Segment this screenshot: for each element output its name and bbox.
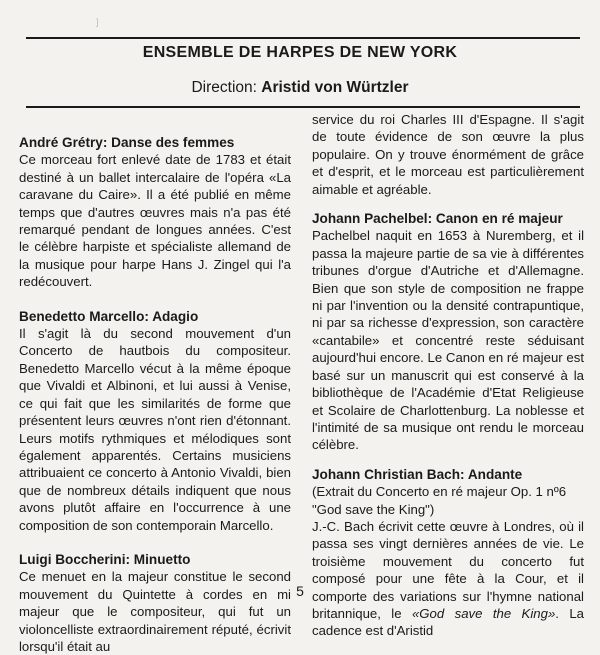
bach-subtitle-1: (Extrait du Concerto en ré majeur Op. 1 nº6 <box>312 484 567 500</box>
direction-line <box>0 79 600 97</box>
bach-text-a: J.-C. Bach écrivit cette œuvre à Londres, où il passa ses vingt dernières années de vie. Le troisième mouvement du concerto fut composé pour une fête à la Cour, et il comporte des variations sur l'hymne national britannique, le <box>312 518 584 621</box>
marcello-heading: Benedetto Marcello: Adagio <box>19 308 199 324</box>
bach-heading: Johann Christian Bach: Andante <box>312 466 523 482</box>
bach-text <box>312 518 584 640</box>
left-column <box>19 134 291 655</box>
bach-text-b: . La cadence est d'Aristid <box>312 605 584 639</box>
boccherini-heading: Luigi Boccherini: Minuetto <box>19 551 191 567</box>
pachelbel-heading: Johann Pachelbel: Canon en ré majeur <box>312 211 563 227</box>
boccherini-text-continued: service du roi Charles III d'Espagne. Il s'agit de toute évidence de son œuvre la plus populaire. On y trouve énormément de grâce et d'esprit, et le morceau est particulièrement aimable et agréable. <box>312 112 584 197</box>
boccherini-text: Ce menuet en la majeur constitue le second mouvement du Quintette à cordes en mi majeur que le compositeur, qui fut un violoncelliste extraordinairement réputé, écrivit lorsqu'il était au <box>19 569 291 654</box>
gretry-heading: André Grétry: Danse des femmes <box>19 135 235 150</box>
bach-subtitle-2: "God save the King") <box>312 501 435 517</box>
direction-label: Direction: <box>191 79 262 96</box>
right-column <box>312 111 584 640</box>
page-number: 5 <box>296 583 304 599</box>
top-rule <box>26 37 580 39</box>
director-name: Aristid von Würtzler <box>261 79 409 96</box>
corner-mark: ] <box>96 17 99 27</box>
section-rule <box>26 106 580 108</box>
marcello-text: Il s'agit là du second mouvement d'un Concerto de hautbois du compositeur. Benedetto Marcello vécut à la même époque que Vivaldi et Albinoni, et lui aussi à Venise, ce qui fait que les similarités de forme que présentent leurs œuvres n'ont rien d'étonnant. Leurs motifs rythmiques et mélodiques sont également apparentés. Certains musiciens attribuaient ce concerto à Antonio Vivaldi, bien que de nombreux détails indiquent que nous avons plutôt affaire en l'occurrence à une composition de son contemporain Marcello. <box>19 326 291 533</box>
gretry-text: Ce morceau fort enlevé date de 1783 et était destiné à un ballet intercalaire de l'opéra «La caravane du Caire». Il a été publié en même temps que d'autres œuvres mais n'a pas été remarqué pendant de longues années. C'est le célèbre harpiste et spécialiste allemand de la musique pour harpe Hans J. Zingel qui l'a redécouvert. <box>19 152 291 290</box>
page-title: ENSEMBLE DE HARPES DE NEW YORK <box>142 44 458 61</box>
bach-text-emphasis: «God save the King» <box>411 605 556 621</box>
pachelbel-text: Pachelbel naquit en 1653 à Nuremberg, et il passa la majeure partie de sa vie à différentes tribunes d'orgue d'Autriche et d'Allemagne. Bien que son style de composition ne frappe ni par l'invention ou la densité contrapuntique, ni par sa richesse d'expression, son caractère «cantabile» et concentré reste séduisant aujourd'hui encore. Le Canon en ré majeur est basé sur un manuscrit qui est conservé à la bibliothèque de l'Académie d'Etat Religieuse et Scolaire de Charlottenburg. La noblesse et l'intimité de sa musique ont rendu le morceau célèbre. <box>312 228 584 453</box>
